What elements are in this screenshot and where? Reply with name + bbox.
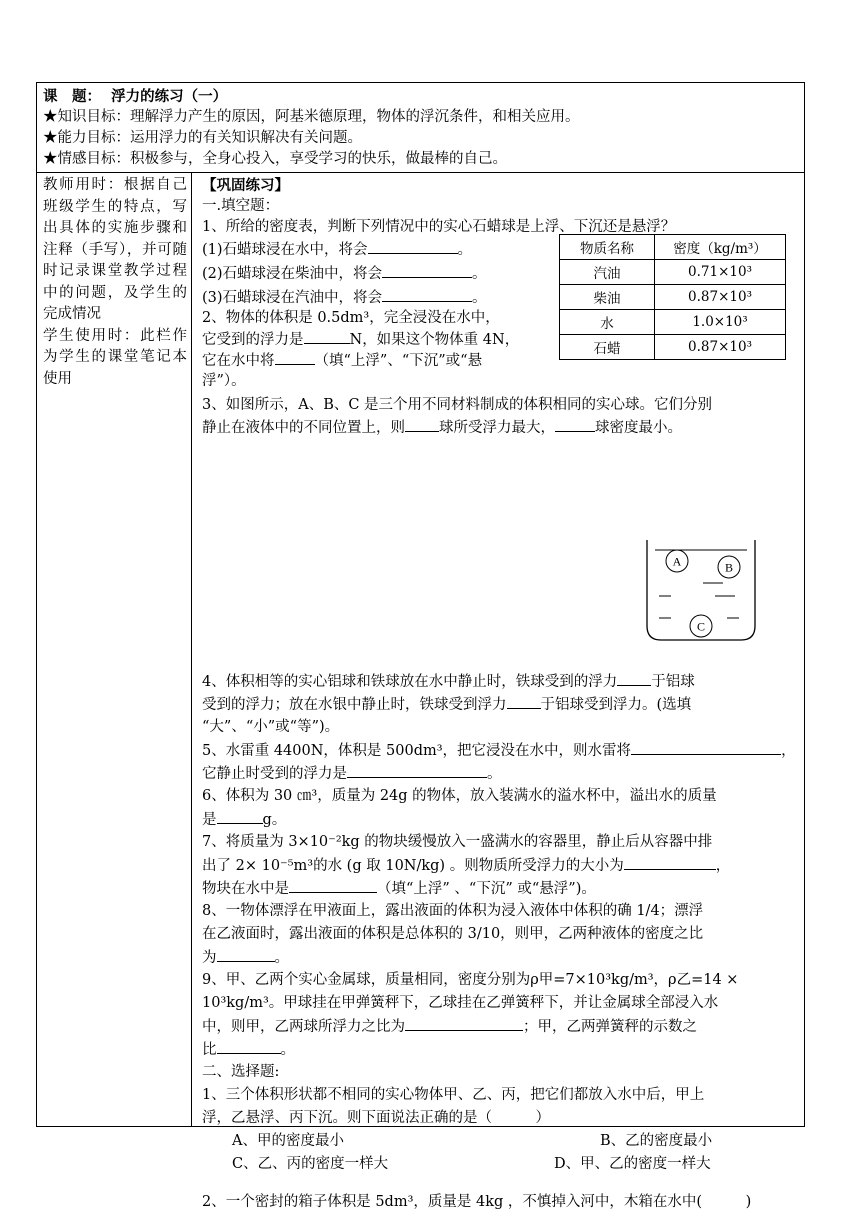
q1-stem: 1、所给的密度表，判断下列情况中的实心石蜡球是上浮、下沉还是悬浮？ bbox=[202, 219, 676, 235]
q6-line-2: 是 g。 bbox=[202, 809, 798, 831]
ball-c-label: C bbox=[696, 619, 706, 634]
table-header: 物质名称 bbox=[560, 235, 655, 260]
c1-option-a[interactable]: A、甲的密度最小 bbox=[232, 1133, 344, 1149]
q4-line-3: “大”、“小”或“等”)。 bbox=[202, 719, 340, 735]
lesson-topic-line bbox=[43, 86, 800, 107]
student-note: 学生使用时：此栏作为学生的课堂笔记本使用 bbox=[43, 327, 187, 387]
answer-blank[interactable] bbox=[555, 417, 595, 432]
c1-line-2: 浮，乙悬浮、丙下沉。则下面说法正确的是（ ） bbox=[202, 1110, 550, 1126]
q5-line-1: 5、水雷重 4400N，体积是 500dm³，把它浸没在水中，则水雷将 ， bbox=[202, 740, 798, 762]
answer-blank[interactable] bbox=[382, 263, 472, 278]
c1-line-1: 1、三个体积形状都不相同的实心物体甲、乙、丙，把它们都放入水中后，甲上 bbox=[202, 1087, 705, 1103]
answer-blank[interactable] bbox=[217, 809, 263, 824]
q7-line-3: 物块在水中是 （填“上浮” 、“下沉” 或“悬浮”)。 bbox=[202, 878, 798, 900]
c2-line-1: 2、一个密封的箱子体积是 5dm³，质量是 4kg ，不慎掉入河中，木箱在水中( ) bbox=[202, 1194, 752, 1210]
table-header: 密度（kg/m³） bbox=[655, 235, 786, 260]
table-cell: 0.87×10³ bbox=[655, 335, 786, 360]
table-row bbox=[560, 260, 786, 285]
table-cell: 0.87×10³ bbox=[655, 285, 786, 310]
ability-goal: ★能力目标：运用浮力的有关知识解决有关问题。 bbox=[43, 130, 362, 146]
ball-b-label: B bbox=[724, 560, 734, 575]
answer-blank[interactable] bbox=[275, 350, 315, 365]
q9-line-3: 中，则甲，乙两球所浮力之比为 ；甲，乙两弹簧秤的示数之 bbox=[202, 1016, 798, 1038]
table-row bbox=[560, 285, 786, 310]
q7-line-2: 出了 2× 10⁻⁵m³的水 (g 取 10N/kg) 。则物质所受浮力的大小为 ， bbox=[202, 855, 798, 877]
answer-blank[interactable] bbox=[217, 947, 275, 962]
answer-blank[interactable] bbox=[405, 1016, 523, 1031]
answer-blank[interactable] bbox=[631, 740, 781, 755]
answer-blank[interactable] bbox=[368, 239, 458, 254]
q2-line-1: 2、物体的体积是 0.5dm³，完全浸没在水中， bbox=[202, 310, 500, 326]
c1-option-d[interactable]: D、甲、乙的密度一样大 bbox=[554, 1156, 711, 1172]
q2-line-2: 它受到的浮力是 N，如果这个物体重 4N， bbox=[202, 329, 798, 351]
q1-part-c: (3)石蜡球浸在汽油中，将会 。 bbox=[202, 287, 798, 309]
ball-a-label: A bbox=[672, 554, 682, 569]
q8-line-3: 为 。 bbox=[202, 947, 798, 969]
topic-title: 浮力的练习（一） bbox=[111, 88, 228, 105]
table-cell: 1.0×10³ bbox=[655, 310, 786, 335]
table-cell: 柴油 bbox=[560, 285, 655, 310]
answer-blank[interactable] bbox=[289, 878, 377, 893]
q9-line-1: 9、甲、乙两个实心金属球，质量相同，密度分别为ρ甲=7×10³kg/m³，ρ乙=14 × bbox=[202, 972, 739, 988]
answer-blank[interactable] bbox=[624, 855, 716, 870]
q8-line-2: 在乙液面时，露出液面的体积是总体积的 3/10，则甲，乙两种液体的密度之比 bbox=[202, 926, 704, 942]
c1-option-b[interactable]: B、乙的密度最小 bbox=[600, 1133, 713, 1149]
buoyancy-figure bbox=[645, 538, 757, 646]
table-cell: 石蜡 bbox=[560, 335, 655, 360]
section-title: 【巩固练习】 bbox=[202, 177, 289, 194]
answer-blank[interactable] bbox=[304, 329, 350, 344]
q3-line-2: 静止在液体中的不同位置上，则 球所受浮力最大， 球密度最小。 bbox=[202, 417, 798, 439]
q1-part-b: (2)石蜡球浸在柴油中，将会 。 bbox=[202, 263, 798, 285]
worksheet-table bbox=[36, 82, 805, 1210]
q3-line-1: 3、如图所示，A、B、C 是三个用不同材料制成的体积相同的实心球。它们分别 bbox=[202, 397, 713, 413]
q6-line-1: 6、体积为 30 ㎝³，质量为 24g 的物体，放入装满水的溢水杯中，溢出水的质量 bbox=[202, 788, 717, 804]
emotion-goal: ★情感目标：积极参与，全身心投入，享受学习的快乐，做最棒的自己。 bbox=[43, 151, 507, 167]
answer-blank[interactable] bbox=[405, 417, 439, 432]
answer-blank[interactable] bbox=[217, 1039, 281, 1054]
q4-line-1: 4、体积相等的实心铝球和铁球放在水中静止时，铁球受到的浮力 于铝球 bbox=[202, 671, 798, 693]
knowledge-goal: ★知识目标：理解浮力产生的原因，阿基米德原理，物体的浮沉条件，和相关应用。 bbox=[43, 109, 580, 125]
choice-title: 二、选择题: bbox=[202, 1064, 280, 1080]
q4-line-2: 受到的浮力；放在水银中静止时，铁球受到浮力 于铝球受到浮力。(选填 bbox=[202, 694, 798, 716]
c1-option-c[interactable]: C、乙、丙的密度一样大 bbox=[232, 1156, 389, 1172]
answer-blank[interactable] bbox=[347, 763, 487, 778]
q9-line-2: 10³kg/m³。甲球挂在甲弹簧秤下，乙球挂在乙弹簧秤下，并让金属球全部浸入水 bbox=[202, 995, 719, 1011]
exercise-column bbox=[192, 173, 804, 1210]
teacher-note: 教师用时：根据自己班级学生的特点，写出具体的实施步骤和注释（手写），并可随时记录课堂教学过程中的问题，及学生的完成情况 bbox=[43, 177, 187, 322]
q1-part-a: (1)石蜡球浸在水中，将会 。 bbox=[202, 239, 798, 261]
q7-line-1: 7、将质量为 3×10⁻²kg 的物块缓慢放入一盛满水的容器里，静止后从容器中排 bbox=[202, 834, 713, 850]
q8-line-1: 8、一物体漂浮在甲液面上，露出液面的体积为浸入液体中体积的确 1/4；漂浮 bbox=[202, 903, 704, 919]
answer-blank[interactable] bbox=[382, 287, 472, 302]
q9-line-4: 比 。 bbox=[202, 1039, 798, 1061]
table-cell: 水 bbox=[560, 310, 655, 335]
topic-label: 课 题： bbox=[43, 88, 101, 105]
lesson-header bbox=[37, 83, 804, 173]
table-cell: 0.71×10³ bbox=[655, 260, 786, 285]
answer-blank[interactable] bbox=[617, 671, 651, 686]
table-cell: 汽油 bbox=[560, 260, 655, 285]
fill-in-title: 一.填空题： bbox=[202, 198, 280, 214]
liquid-marks bbox=[659, 583, 739, 618]
q2-line-3: 它在水中将 （填“上浮”、“下沉”或“悬 bbox=[202, 350, 798, 372]
q2-line-4: 浮”）。 bbox=[202, 373, 246, 389]
table-header-row bbox=[560, 235, 786, 260]
q5-line-2: 它静止时受到的浮力是 。 bbox=[202, 763, 798, 785]
note-column bbox=[37, 173, 192, 1126]
answer-blank[interactable] bbox=[507, 694, 541, 709]
